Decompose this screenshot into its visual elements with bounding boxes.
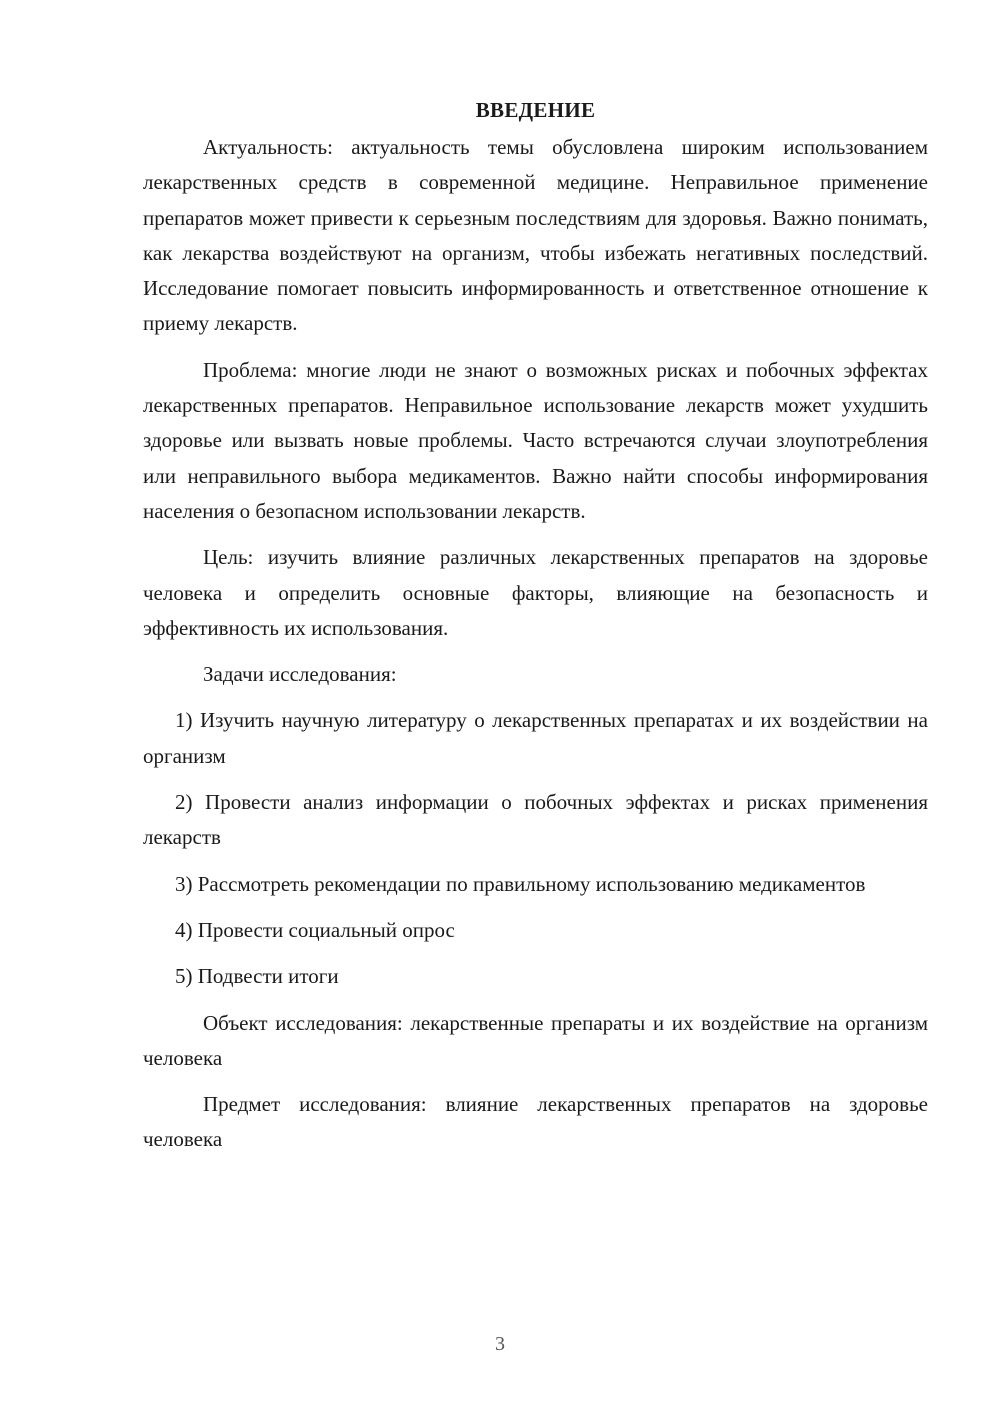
task-item-3: 3) Рассмотреть рекомендации по правильному использованию медикаментов (175, 871, 866, 896)
task-item-5: 5) Подвести итоги (175, 964, 339, 989)
page-number: 3 (495, 1333, 505, 1355)
task-item-1: 1) Изучить научную литературу о лекарственных препаратах и их воздействии на организм (143, 708, 928, 768)
goal-paragraph: Цель: изучить влияние различных лекарственных препаратов на здоровье человека и определить основные факторы, влияющие на безопасность и эффективность их использования. (143, 545, 928, 640)
research-subject-paragraph: Предмет исследования: влияние лекарственных препаратов на здоровье человека (143, 1092, 928, 1152)
relevance-paragraph: Актуальность: актуальность темы обусловлена широким использованием лекарственных средств в современной медицине. Неправильное применение препаратов может привести к серьезным последствиям для здоровья. Важно понимать, как лекарства воздействуют на организм, чтобы избежать негативных последствий. Исследование помогает повысить информированность и ответственное отношение к приему лекарств. (143, 135, 928, 336)
problem-paragraph: Проблема: многие люди не знают о возможных рисках и побочных эффектах лекарственных препаратов. Неправильное использование лекарств может ухудшить здоровье или вызвать новые проблемы. Часто встречаются случаи злоупотребления или неправильного выбора медикаментов. Важно найти способы информирования населения о безопасном использовании лекарств. (143, 357, 928, 523)
section-title: ВВЕДЕНИЕ (475, 98, 596, 122)
document-page (143, 96, 928, 1169)
task-item-4: 4) Провести социальный опрос (175, 917, 455, 942)
tasks-heading: Задачи исследования: (203, 662, 397, 687)
task-item-2: 2) Провести анализ информации о побочных эффектах и рисках применения лекарств (143, 790, 928, 850)
research-object-paragraph: Объект исследования: лекарственные препараты и их воздействие на организм человека (143, 1010, 928, 1070)
